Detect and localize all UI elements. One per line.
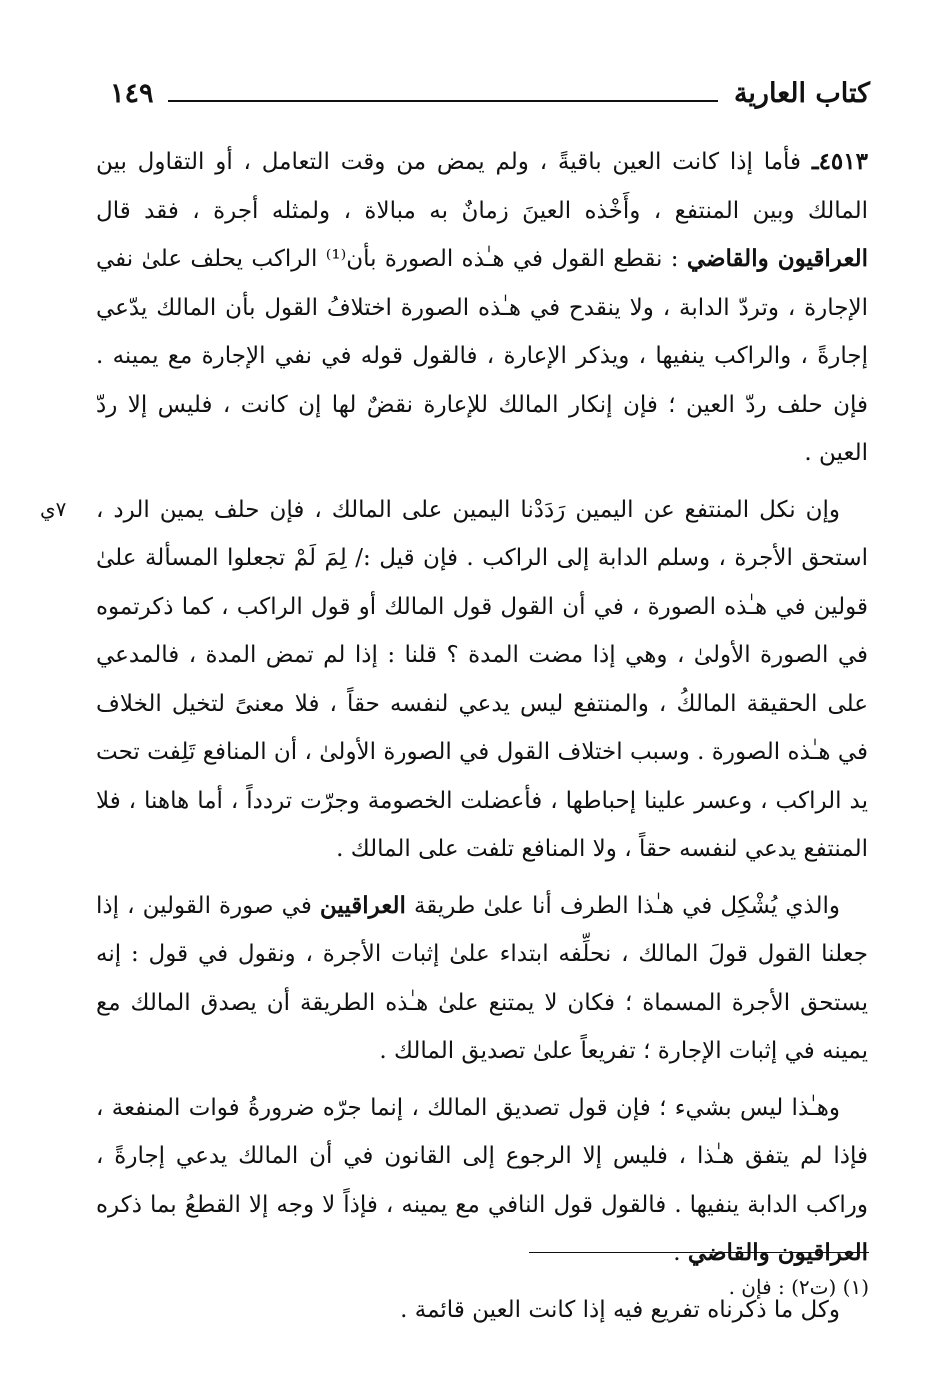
paragraph (96, 138, 868, 478)
bold-term: العراقيون والقاضي (687, 1239, 868, 1266)
paragraph (96, 1084, 868, 1278)
bold-term: العراقيين (319, 891, 406, 919)
page-header (110, 78, 870, 118)
footnote: (١) (ت٢) : فإن . (728, 1275, 869, 1299)
running-title: كتاب العارية (733, 78, 870, 109)
bold-term: العراقيون والقاضي (686, 245, 868, 272)
paragraph-number: ٤٥١٣ـ (811, 148, 868, 175)
page-number: ١٤٩ (110, 78, 154, 109)
main-text (96, 138, 868, 1342)
paragraph (96, 486, 868, 874)
text-run: . (673, 1240, 688, 1266)
paragraph (96, 882, 868, 1076)
text-run: وكل ما ذكرناه تفريع فيه إذا كانت العين قائمة . (400, 1296, 840, 1323)
footnote-rule (529, 1252, 869, 1253)
margin-note: ٧ي (40, 497, 67, 521)
text-run: وهـٰذا ليس بشيء ؛ فإن قول تصديق المالك ، إنما جرّه ضرورةُ فوات المنفعة ، فإذا لم يتفق هـٰذا ، فليس إلا الرجوع إلى القانون في أن المالك يدعي إجارةً ، وراكب الدابة ينفيها . فالقول قول النافي مع يمينه ، فإذاً لا وجه إلا القطعُ بما ذكره (96, 1094, 868, 1218)
text-run: في صورة القولين ، إذا جعلنا القول قولَ المالك ، نحلِّفه ابتداء علىٰ إثبات الأجرة ، ونقول في قول : إنه يستحق الأجرة المسماة ؛ فكان لا يمتنع علىٰ هـٰذه الطريقة أن يصدق المالك مع يمينه في إثبات الإجارة ؛ تفريعاً علىٰ تصديق المالك . (96, 892, 868, 1064)
text-run: والذي يُشْكِل في هـٰذا الطرف أنا علىٰ طريقة (405, 892, 841, 919)
text-run: : نقطع القول في هـٰذه الصورة بأن⁽¹⁾ الراكب يحلف علىٰ نفي الإجارة ، وتردّ الدابة ، ولا ينقدح في هـٰذه الصورة اختلافُ القول بأن المالك يدّعي إجارةً ، والراكب ينفيها ، ويذكر الإعارة ، فالقول قوله في نفي الإجارة مع يمينه . فإن حلف ردّ العين ؛ فإن إنكار المالك للإعارة نقضٌ لها إن كانت ، فليس إلا ردّ العين . (96, 246, 868, 466)
text-run: فأما إذا كانت العين باقيةً ، ولم يمض من وقت التعامل ، أو التقاول بين المالك وبين المنتفع ، وأَخْذه العينَ زمانٌ به مبالاة ، ولمثله أجرة ، فقد قال (96, 149, 868, 224)
text-run: وإن نكل المنتفع عن اليمين رَدَدْنا اليمين على المالك ، فإن حلف يمين الرد ، استحق الأجرة ، وسلم الدابة إلى الراكب . فإن قيل :/ لِمَ لَمْ تجعلوا المسألة علىٰ قولين في هـٰذه الصورة ، في أن القول قول المالك أو قول الراكب ، كما ذكرتموه في الصورة الأولىٰ ، وهي إذا مضت المدة ؟ قلنا : إذا لم تمض المدة ، فالمدعي على الحقيقة المالكُ ، والمنتفع ليس يدعي لنفسه حقاً ، فلا معنىً لتخيل الخلاف في هـٰذه الصورة . وسبب اختلاف القول في الصورة الأولىٰ ، أن المنافع تَلِفت تحت يد الراكب ، وعسر علينا إحباطها ، فأعضلت الخصومة وجرّت تردداً ، أما هاهنا ، فلا المنتفع يدعي لنفسه حقاً ، ولا المنافع تلفت على المالك . (96, 496, 868, 862)
header-rule (168, 100, 718, 102)
